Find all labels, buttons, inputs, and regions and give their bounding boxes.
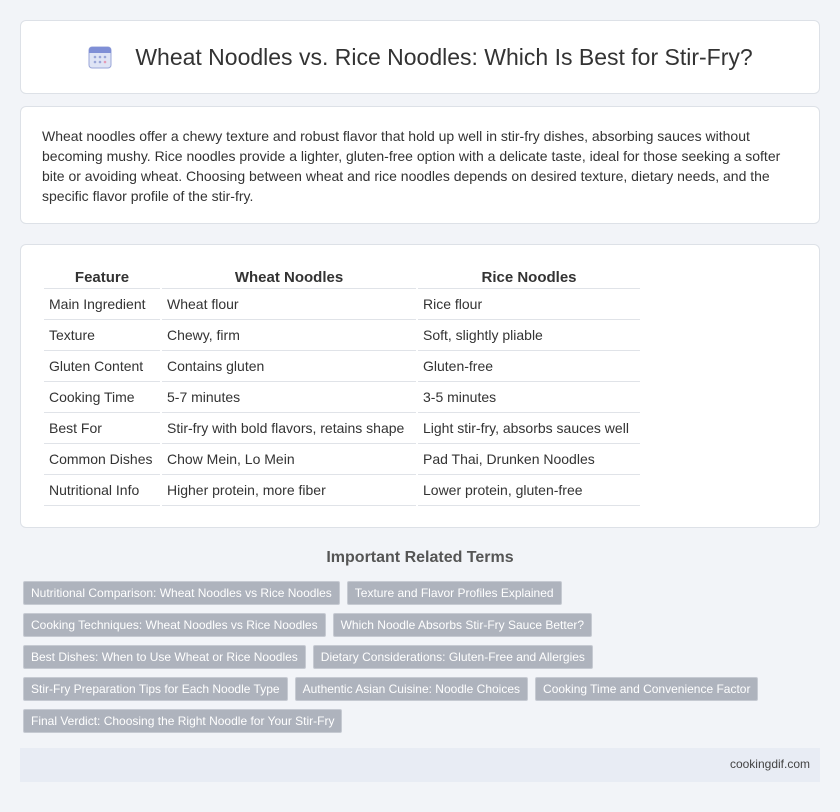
calendar-icon	[87, 44, 113, 70]
table-row	[44, 289, 640, 320]
related-terms-section	[20, 548, 820, 741]
row-wheat: 5-7 minutes	[162, 382, 416, 413]
row-rice: Soft, slightly pliable	[418, 320, 640, 351]
table-row	[44, 351, 640, 382]
row-rice: Rice flour	[418, 289, 640, 320]
table-row	[44, 382, 640, 413]
related-tag[interactable]: Cooking Techniques: Wheat Noodles vs Rice Noodles	[23, 613, 326, 637]
related-tag[interactable]: Best Dishes: When to Use Wheat or Rice Noodles	[23, 645, 306, 669]
comparison-card	[20, 244, 820, 528]
row-rice: Gluten-free	[418, 351, 640, 382]
row-feature: Nutritional Info	[44, 475, 160, 506]
table-row	[44, 413, 640, 444]
related-tag[interactable]: Dietary Considerations: Gluten-Free and Allergies	[313, 645, 593, 669]
footer	[20, 748, 820, 782]
header-card	[20, 20, 820, 94]
row-rice: 3-5 minutes	[418, 382, 640, 413]
related-tags	[20, 572, 820, 741]
row-feature: Common Dishes	[44, 444, 160, 475]
intro-card	[20, 106, 820, 224]
row-wheat: Contains gluten	[162, 351, 416, 382]
table-row	[44, 444, 640, 475]
related-tag[interactable]: Texture and Flavor Profiles Explained	[347, 581, 562, 605]
row-wheat: Stir-fry with bold flavors, retains shape	[162, 413, 416, 444]
related-terms-title: Important Related Terms	[326, 549, 514, 566]
row-wheat: Chewy, firm	[162, 320, 416, 351]
row-wheat: Chow Mein, Lo Mein	[162, 444, 416, 475]
page-title: Wheat Noodles vs. Rice Noodles: Which Is Best for Stir-Fry?	[135, 43, 753, 70]
table-header-row	[44, 265, 640, 289]
header-rice-noodles: Rice Noodles	[418, 265, 640, 289]
row-rice: Pad Thai, Drunken Noodles	[418, 444, 640, 475]
related-tag[interactable]: Cooking Time and Convenience Factor	[535, 677, 758, 701]
related-tag[interactable]: Authentic Asian Cuisine: Noodle Choices	[295, 677, 528, 701]
row-rice: Light stir-fry, absorbs sauces well	[418, 413, 640, 444]
row-feature: Best For	[44, 413, 160, 444]
row-rice: Lower protein, gluten-free	[418, 475, 640, 506]
related-tag[interactable]: Final Verdict: Choosing the Right Noodle for Your Stir-Fry	[23, 709, 342, 733]
row-feature: Cooking Time	[44, 382, 160, 413]
row-wheat: Wheat flour	[162, 289, 416, 320]
table-row	[44, 475, 640, 506]
comparison-table	[42, 265, 642, 506]
related-tag[interactable]: Which Noodle Absorbs Stir-Fry Sauce Better?	[333, 613, 592, 637]
header-feature: Feature	[44, 265, 160, 289]
footer-site-link[interactable]: cookingdif.com	[729, 757, 810, 771]
intro-paragraph: Wheat noodles offer a chewy texture and robust flavor that hold up well in stir-fry dishes, absorbing sauces without becoming mushy. Rice noodles provide a lighter, gluten-free option with a delicate taste, ideal for those seeking a softer bite or avoiding wheat. Choosing between wheat and rice noodles depends on desired texture, dietary needs, and the specific flavor profile of the stir-fry.	[42, 128, 781, 204]
row-feature: Gluten Content	[44, 351, 160, 382]
row-feature: Main Ingredient	[44, 289, 160, 320]
row-feature: Texture	[44, 320, 160, 351]
related-tag[interactable]: Nutritional Comparison: Wheat Noodles vs Rice Noodles	[23, 581, 340, 605]
header-wheat-noodles: Wheat Noodles	[162, 265, 416, 289]
table-row	[44, 320, 640, 351]
row-wheat: Higher protein, more fiber	[162, 475, 416, 506]
related-tag[interactable]: Stir-Fry Preparation Tips for Each Noodle Type	[23, 677, 288, 701]
